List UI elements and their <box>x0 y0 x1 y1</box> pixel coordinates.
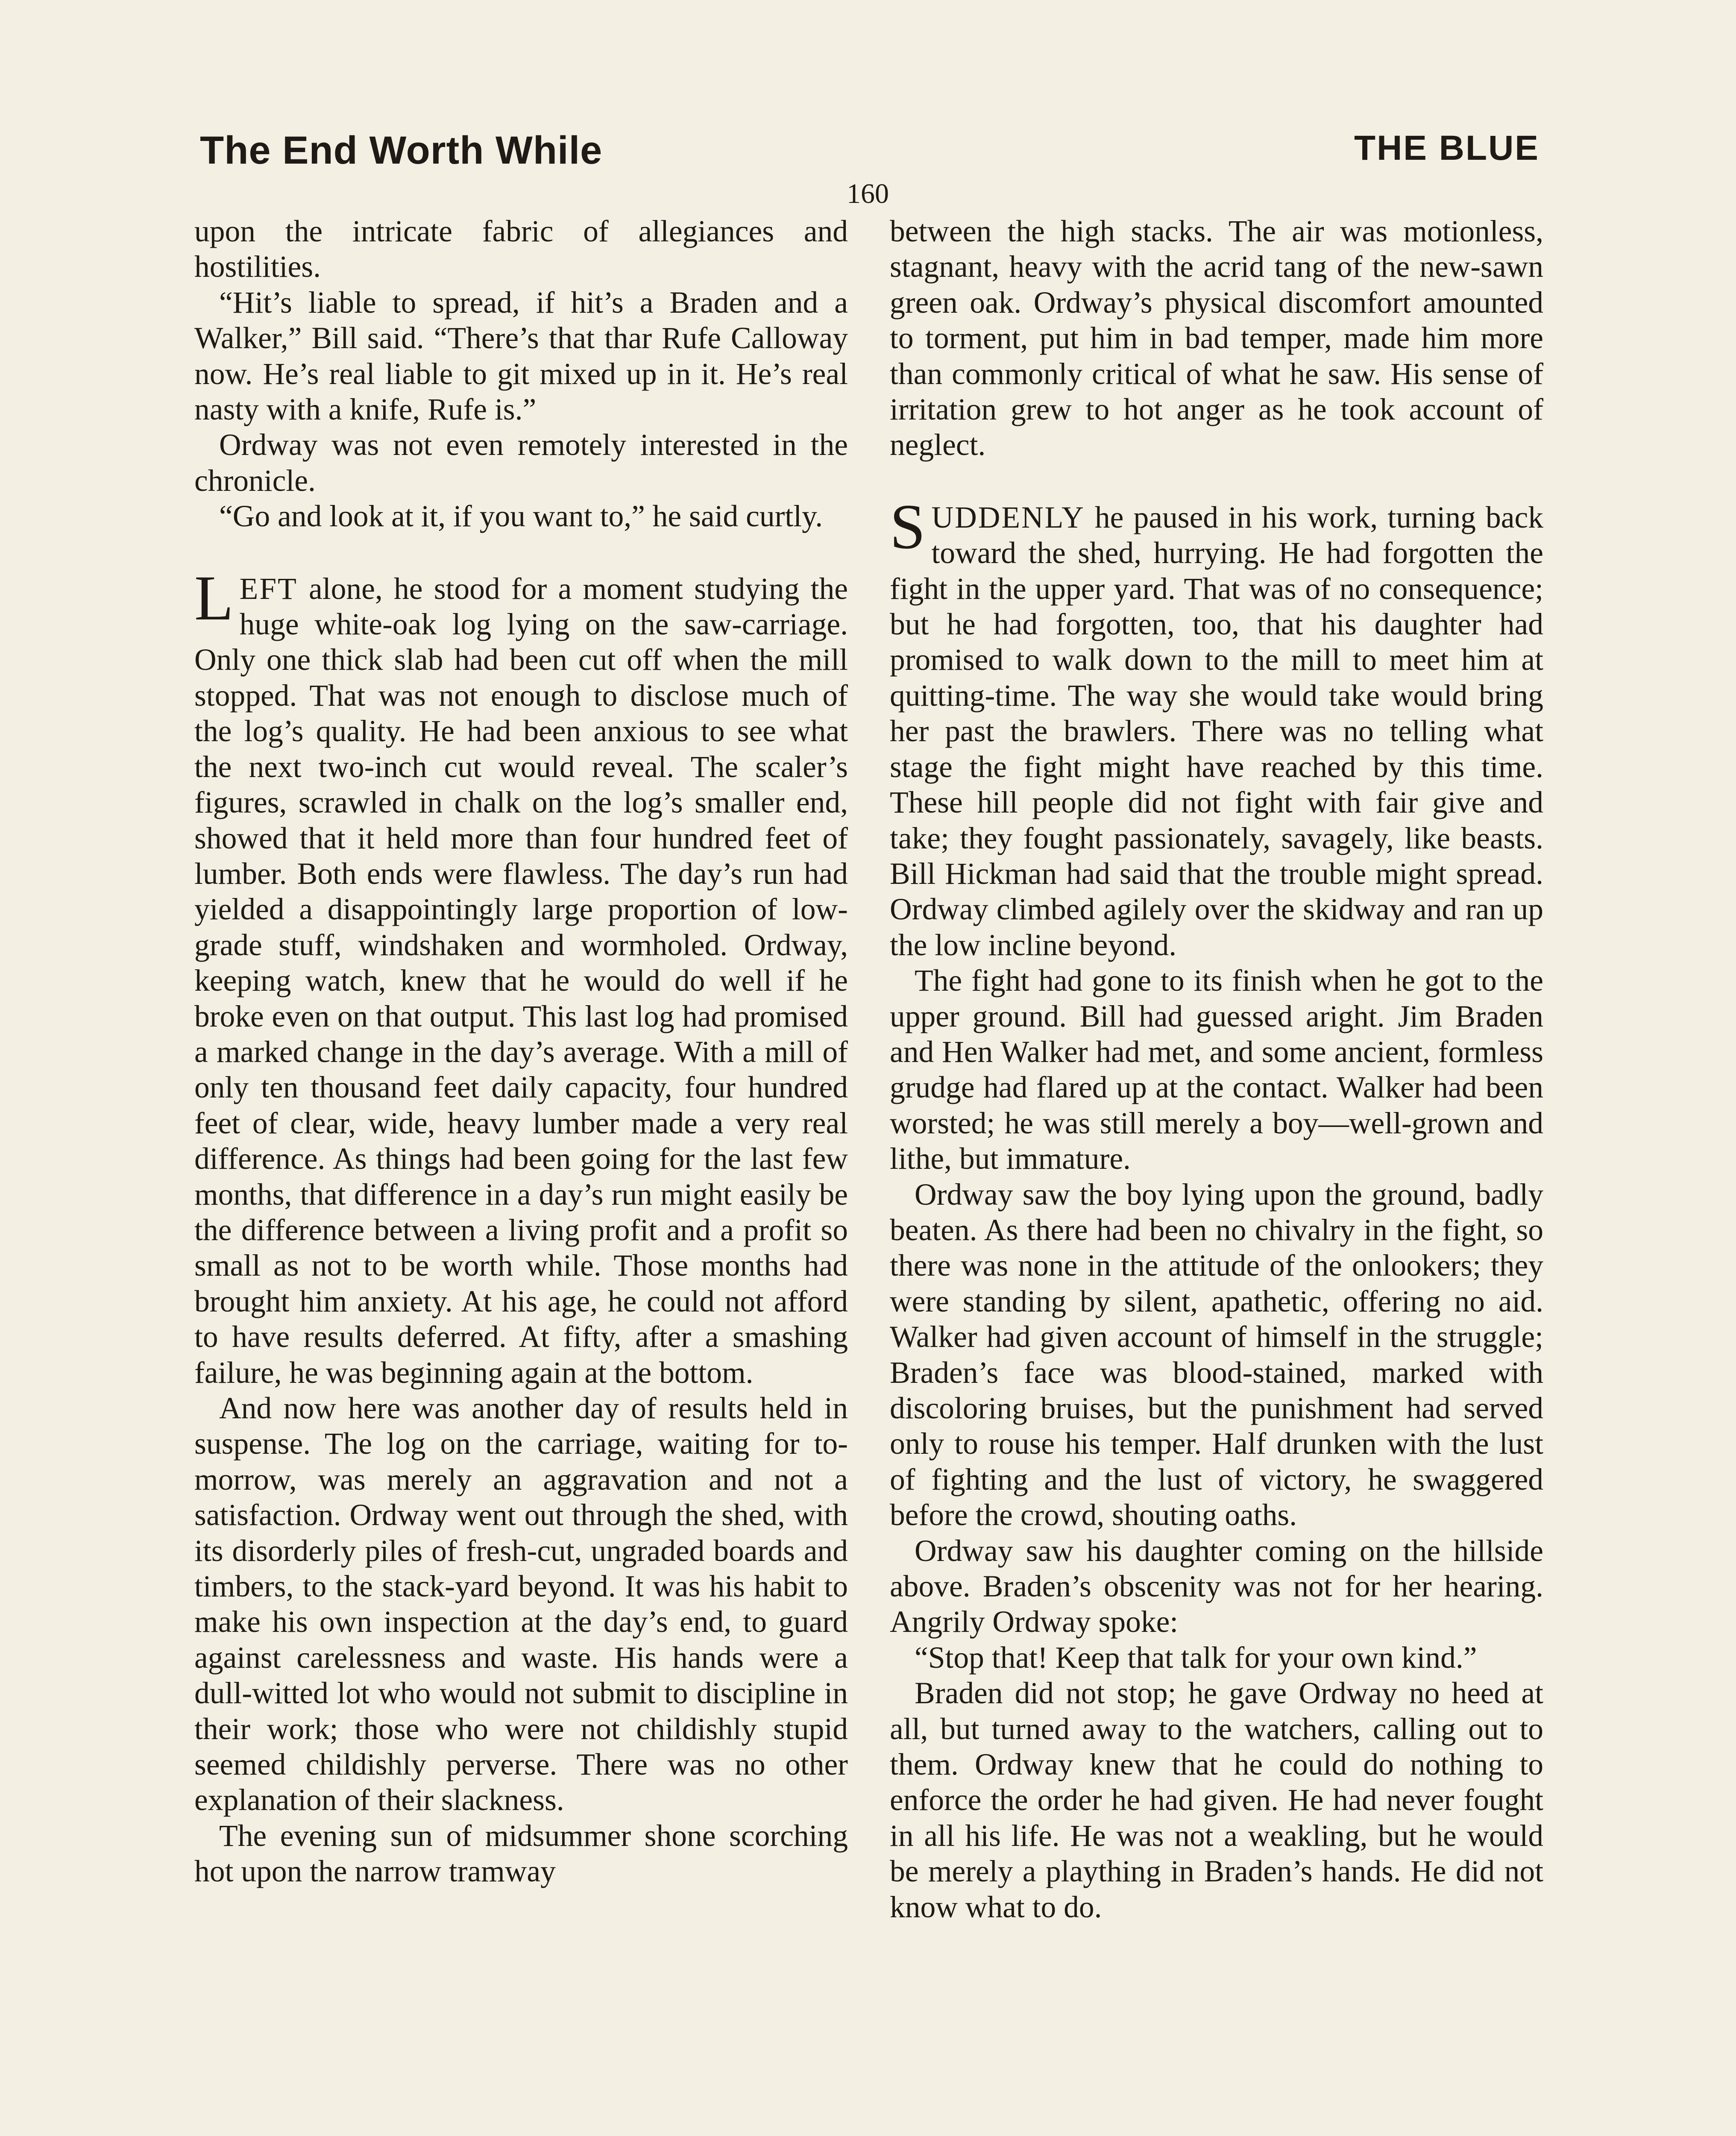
paragraph: “Go and look at it, if you want to,” he said curtly. <box>219 499 823 534</box>
paragraph: Braden did not stop; he gave Ordway no heed at all, but turned away to the watchers, calling out to them. Ordway knew that he could do nothing to enforce the order he had given. He had never fought in all his life. He was not a weakling, but he would be merely a plaything in Braden’s hands. He did not know what to do. <box>890 1676 1543 1924</box>
paragraph: The evening sun of midsummer shone scorching hot upon the narrow tramway <box>194 1819 848 1889</box>
section-paragraph <box>194 562 848 1391</box>
magazine-name: THE BLUE <box>1354 129 1540 167</box>
page-number: 160 <box>847 178 889 209</box>
paragraph: upon the intricate fabric of allegiances and hostilities. <box>194 214 848 284</box>
drop-cap: L <box>194 562 234 634</box>
paragraph-text: alone, he stood for a moment studying the huge white-oak log lying on the saw-carriage. Only one thick slab had been cut off when the mill stopped. That was not enough to disclose much of the log’s quality. He had been anxious to see what the next two-inch cut would reveal. The scaler’s figures, scrawled in chalk on the log’s smaller end, showed that it held more than four hundred feet of lumber. Both ends were flawless. The day’s run had yielded a disappointingly large proportion of low-grade stuff, windshaken and wormholed. Ordway, keeping watch, knew that he would do well if he broke even on that output. This last log had promised a marked change in the day’s average. With a mill of only ten thousand feet daily capacity, four hundred feet of clear, wide, heavy lumber made a very real difference. As things had been going for the last few months, that difference in a day’s run might easily be the difference between a living profit and a profit so small as not to be worth while. Those months had brought him anxiety. At his age, he could not afford to have results deferred. At fifty, after a smashing failure, he was beginning again at the bottom. <box>194 572 848 1390</box>
right-column <box>890 214 1543 1925</box>
paragraph: Ordway saw the boy lying upon the ground, badly beaten. As there had been no chivalry in the fight, so there was none in the attitude of the onlookers; they were standing by silent, apathetic, offering no aid. Walker had given account of himself in the struggle; Braden’s face was blood-stained, marked with discoloring bruises, but the punishment had served only to rouse his temper. Half drunken with the lust of fighting and the lust of victory, he swaggered before the crowd, shouting oaths. <box>890 1177 1543 1532</box>
paragraph: The fight had gone to its finish when he got to the upper ground. Bill had guessed aright. Jim Braden and Hen Walker had met, and some ancient, formless grudge had flared up at the contact. Walker had been worsted; he was still merely a boy—well-grown and lithe, but immature. <box>890 964 1543 1176</box>
lead-in-word: EFT <box>239 572 298 606</box>
paragraph-text: he paused in his work, turning back toward the shed, hurrying. He had forgotten the fight in the upper yard. That was of no consequence; but he had forgotten, too, that his daughter had promised to walk down to the mill to meet him at quitting-time. The way she would take would bring her past the brawlers. There was no telling what stage the fight might have reached by this time. These hill people did not fight with fair give and take; they fought passionately, savagely, like beasts. Bill Hickman had said that the trouble might spread. Ordway climbed agilely over the skidway and ran up the low incline beyond. <box>890 500 1543 962</box>
story-title: The End Worth While <box>200 129 603 172</box>
lead-in-word: UDDENLY <box>931 500 1085 534</box>
paragraph: “Hit’s liable to spread, if hit’s a Braden and a Walker,” Bill said. “There’s that thar Rufe Calloway now. He’s real liable to git mixed up in it. He’s real nasty with a knife, Rufe is.” <box>194 285 848 427</box>
paragraph: “Stop that! Keep that talk for your own kind.” <box>915 1640 1477 1675</box>
drop-cap: S <box>890 491 926 562</box>
paragraph: between the high stacks. The air was motionless, stagnant, heavy with the acrid tang of the new-sawn green oak. Ordway’s physical discomfort amounted to torment, put him in bad temper, made him more than commonly critical of what he saw. His sense of irritation grew to hot anger as he took account of neglect. <box>890 214 1543 462</box>
section-paragraph <box>890 491 1543 963</box>
paragraph: And now here was another day of results held in suspense. The log on the carriage, waiting for to-morrow, was merely an aggravation and not a satisfaction. Ordway went out through the shed, with its disorderly piles of fresh-cut, ungraded boards and timbers, to the stack-yard beyond. It was his habit to make his own inspection at the day’s end, to guard against carelessness and waste. His hands were a dull-witted lot who would not submit to discipline in their work; those who were not childishly stupid seemed childishly perverse. There was no other explanation of their slackness. <box>194 1391 848 1817</box>
left-column <box>194 214 848 1890</box>
paragraph: Ordway was not even remotely interested in the chronicle. <box>194 428 848 498</box>
paragraph: Ordway saw his daughter coming on the hillside above. Braden’s obscenity was not for her hearing. Angrily Ordway spoke: <box>890 1534 1543 1639</box>
